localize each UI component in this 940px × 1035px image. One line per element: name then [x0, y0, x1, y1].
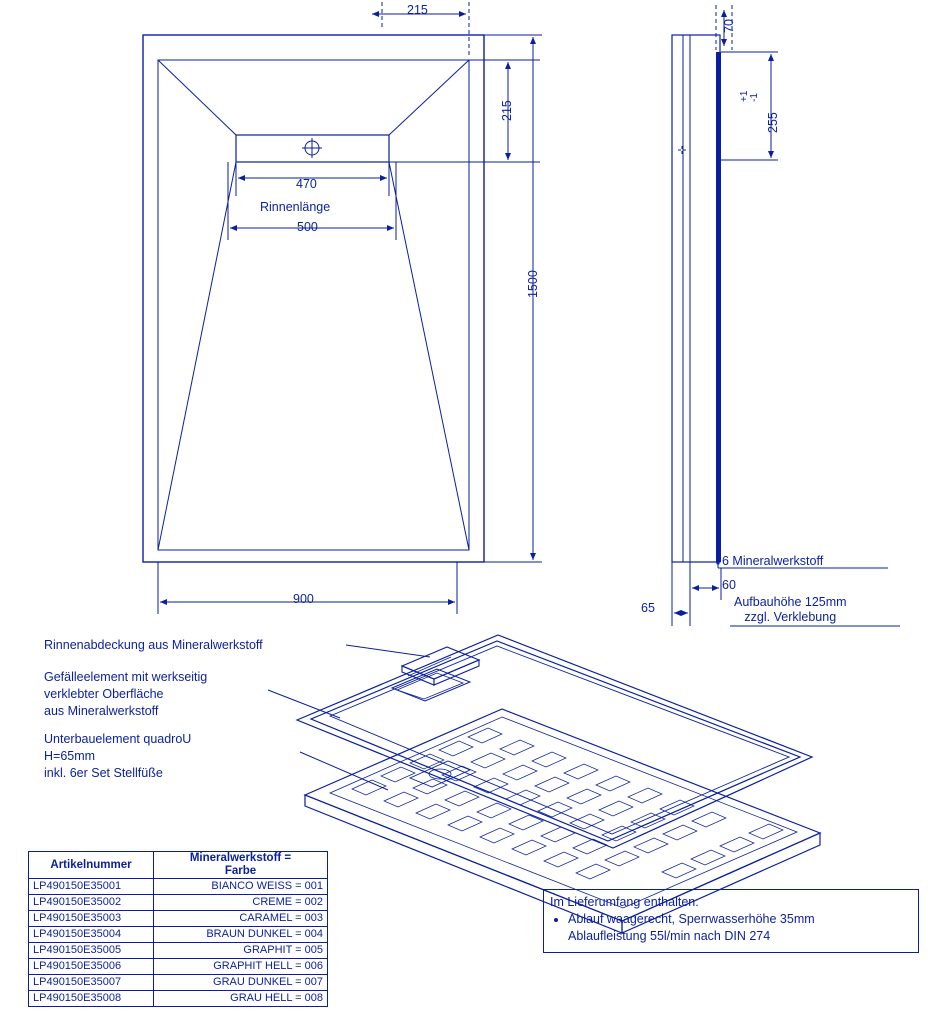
dim-channel-inner-470: 470 — [296, 177, 317, 191]
cell-color: CARAMEL = 003 — [154, 911, 328, 927]
scope-of-delivery-box — [543, 889, 919, 953]
cell-color: BRAUN DUNKEL = 004 — [154, 927, 328, 943]
dim-side-65: 65 — [641, 601, 655, 615]
callout-gefaelleelement-l1: Gefälleelement mit werkseitig — [44, 670, 208, 684]
note-aufbauhoehe-line2: zzgl. Verklebung — [744, 609, 837, 624]
table-row — [29, 895, 328, 911]
article-color-table — [28, 851, 328, 1007]
table-row — [29, 879, 328, 895]
note-aufbauhoehe — [734, 595, 847, 625]
cell-color: GRAU DUNKEL = 007 — [154, 975, 328, 991]
cell-article: LP490150E35004 — [29, 927, 154, 943]
table-row — [29, 959, 328, 975]
dim-top-offset-215: 215 — [407, 3, 428, 17]
cell-article: LP490150E35001 — [29, 879, 154, 895]
dim-width-900: 900 — [293, 592, 314, 606]
table-row — [29, 943, 328, 959]
dim-side-70: 70 — [722, 19, 736, 33]
callout-unterbauelement-l2: H=65mm — [44, 748, 96, 763]
cell-color: GRAPHIT HELL = 006 — [154, 959, 328, 975]
col-header-color: Mineralwerkstoff = Farbe — [154, 852, 328, 879]
table-row — [29, 975, 328, 991]
cell-article: LP490150E35008 — [29, 991, 154, 1007]
cell-color: GRAPHIT = 005 — [154, 943, 328, 959]
callout-rinnenabdeckung — [44, 637, 263, 654]
cell-article: LP490150E35006 — [29, 959, 154, 975]
scope-title: Im Lieferumfang enthalten: — [550, 895, 699, 909]
callout-gefaelleelement — [44, 669, 207, 720]
tolerance-minus: -1 — [749, 93, 760, 102]
dim-tolerance — [740, 91, 760, 102]
cell-article: LP490150E35005 — [29, 943, 154, 959]
cell-color: BIANCO WEISS = 001 — [154, 879, 328, 895]
dim-channel-outer-500: 500 — [297, 220, 318, 234]
callout-unterbauelement-l1: Unterbauelement quadroU — [44, 732, 192, 746]
table-row — [29, 911, 328, 927]
table-row — [29, 991, 328, 1007]
callout-unterbauelement — [44, 731, 191, 782]
table-row — [29, 927, 328, 943]
scope-item-0: Ablauf waagerecht, Sperrwasserhöhe 35mm — [568, 912, 815, 927]
cell-color: CREME = 002 — [154, 895, 328, 911]
table-body — [29, 879, 328, 1007]
scope-item — [568, 911, 912, 944]
cell-article: LP490150E35002 — [29, 895, 154, 911]
cell-article: LP490150E35003 — [29, 911, 154, 927]
callout-rinnenabdeckung-text: Rinnenabdeckung aus Mineralwerkstoff — [44, 638, 263, 652]
dim-side-60: 60 — [722, 578, 736, 592]
scope-list — [550, 911, 912, 944]
dim-right-offset-215: 215 — [500, 100, 514, 121]
dim-height-1500: 1500 — [526, 270, 540, 298]
cell-color: GRAU HELL = 008 — [154, 991, 328, 1007]
dim-side-255: 255 — [766, 112, 780, 133]
callout-gefaelleelement-l3: aus Mineralwerkstoff — [44, 703, 159, 718]
dim-channel-label: Rinnenlänge — [260, 200, 331, 214]
table-header-row — [29, 852, 328, 879]
tolerance-plus: +1 — [739, 90, 750, 102]
label-mineralwerkstoff-6: 6 Mineralwerkstoff — [722, 554, 824, 568]
cell-article: LP490150E35007 — [29, 975, 154, 991]
col-header-article: Artikelnummer — [29, 852, 154, 879]
callout-gefaelleelement-l2: verklebter Oberfläche — [44, 686, 164, 701]
callout-unterbauelement-l3: inkl. 6er Set Stellfüße — [44, 765, 163, 780]
note-aufbauhoehe-line1: Aufbauhöhe 125mm — [734, 595, 847, 609]
scope-item-1: Ablaufleistung 55l/min nach DIN 274 — [568, 928, 771, 943]
